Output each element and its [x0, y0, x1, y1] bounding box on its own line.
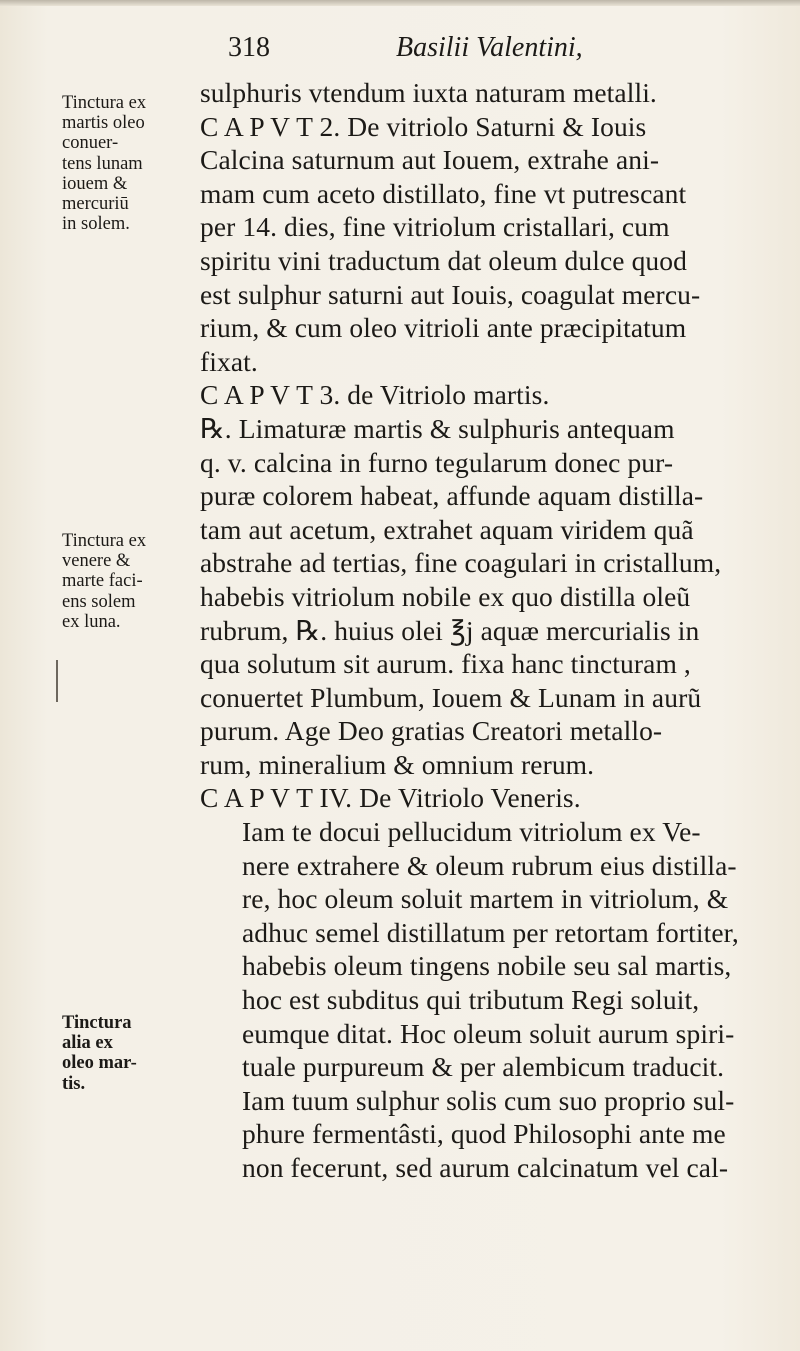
margin-note-line: venere & — [62, 551, 131, 572]
text-line: puræ colorem habeat, affunde aquam distilla- — [200, 480, 704, 512]
text-line: mam cum aceto distillato, fine vt putrescant — [200, 177, 687, 209]
running-head: Basilii Valentini, — [396, 32, 583, 63]
text-line: est sulphur saturni aut Iouis, coagulat mercu- — [200, 278, 701, 310]
margin-note-line: conuer- — [62, 133, 119, 154]
page-number: 318 — [228, 32, 270, 63]
margin-note-line: Tinctura ex — [62, 93, 147, 113]
text-line: hoc est subditus qui tributum Regi soluit, — [242, 984, 700, 1016]
margin-ink-mark — [56, 660, 58, 702]
text-line: rubrum, ℞. huius olei ℥j aquæ mercurialis in — [200, 614, 700, 646]
text-line: non fecerunt, sed aurum calcinatum vel cal- — [242, 1152, 729, 1183]
margin-note-line: martis oleo — [62, 113, 145, 134]
text-line: purum. Age Deo gratias Creatori metallo- — [200, 715, 663, 747]
text-line: tuale purpureum & per alembicum traducit. — [242, 1051, 725, 1083]
text-line: conuertet Plumbum, Iouem & Lunam in aurũ — [200, 681, 702, 713]
margin-note-line: tens lunam — [62, 153, 143, 174]
text-line: fixat. — [200, 345, 258, 377]
margin-note-line: ex luna. — [62, 611, 121, 632]
page-top-edge — [0, 0, 800, 6]
chapter-heading-3: C A P V T 3. de Vitriolo martis. — [200, 379, 550, 411]
text-line: qua solutum sit aurum. fixa hanc tincturam , — [200, 648, 691, 680]
text-line: ℞. Limaturæ martis & sulphuris antequam — [200, 412, 675, 444]
text-line: nere extrahere & oleum rubrum eius distilla- — [242, 849, 737, 881]
margin-note-3 — [62, 1013, 200, 1094]
text-line: habebis vitriolum nobile ex quo distilla oleũ — [200, 580, 691, 612]
page-header — [228, 32, 748, 76]
text-line: eumque ditat. Hoc oleum soluit aurum spiri- — [242, 1017, 735, 1049]
margin-note-line: marte faci- — [62, 571, 143, 592]
text-line: Iam tuum sulphur solis cum suo proprio sul- — [242, 1084, 735, 1116]
text-line: re, hoc oleum soluit martem in vitriolum, & — [242, 883, 729, 915]
text-line: per 14. dies, fine vitriolum cristallari, cum — [200, 211, 670, 243]
text-line: sulphuris vtendum iuxta naturam metalli. — [200, 77, 657, 108]
margin-note-1 — [62, 93, 200, 234]
margin-note-line: Tinctura — [62, 1013, 132, 1033]
text-line: tam aut acetum, extrahet aquam viridem quã — [200, 513, 694, 545]
margin-note-line: tis. — [62, 1073, 86, 1094]
margin-note-line: ens solem — [62, 591, 136, 612]
margin-note-2 — [62, 531, 200, 632]
text-line: rium, & cum oleo vitrioli ante præcipitatum — [200, 312, 687, 344]
margin-note-line: alia ex — [62, 1033, 113, 1054]
text-line: Iam te docui pellucidum vitriolum ex Ve- — [242, 816, 701, 848]
margin-note-line: iouem & — [62, 173, 128, 194]
text-line: phure fermentâsti, quod Philosophi ante me — [242, 1118, 726, 1150]
text-line: adhuc semel distillatum per retortam fortiter, — [242, 916, 739, 948]
margin-note-line: oleo mar- — [62, 1053, 137, 1074]
chapter-heading-4: C A P V T IV. De Vitriolo Veneris. — [200, 782, 581, 814]
text-line: rum, mineralium & omnium rerum. — [200, 748, 595, 780]
text-line: q. v. calcina in furno tegularum donec pur- — [200, 446, 674, 478]
text-line: abstrahe ad tertias, fine coagulari in cristallum, — [200, 547, 722, 579]
text-line: habebis oleum tingens nobile seu sal martis, — [242, 950, 732, 982]
body-text — [200, 76, 760, 1185]
margin-note-line: mercuriū — [62, 194, 129, 215]
chapter-heading-2: C A P V T 2. De vitriolo Saturni & Iouis — [200, 110, 647, 142]
text-line: spiritu vini traductum dat oleum dulce quod — [200, 244, 687, 276]
margin-note-line: in solem. — [62, 214, 130, 235]
text-line: Calcina saturnum aut Iouem, extrahe ani- — [200, 144, 660, 176]
margin-note-line: Tinctura ex — [62, 531, 147, 551]
